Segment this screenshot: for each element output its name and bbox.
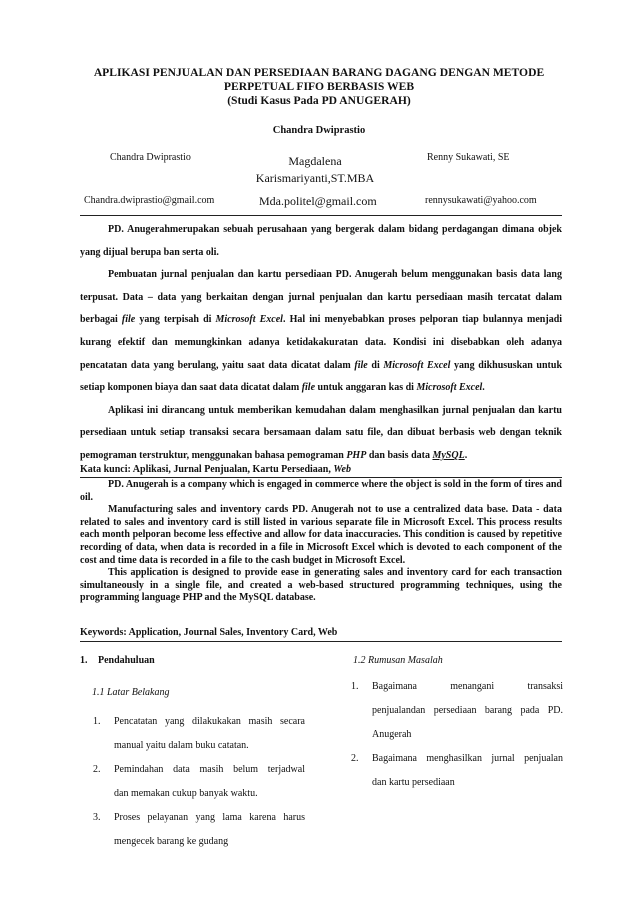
- list-item: 1. Bagaimana menangani transaksi penjualandan persediaan barang pada PD. Anugerah: [351, 681, 563, 740]
- divider: [80, 215, 562, 216]
- abstrak-paragraph-2: Pembuatan jurnal penjualan dan kartu persediaan PD. Anugerah belum menggunakan basis data lang terpusat. Data – data yang berkaitan dengan jurnal penjualan dan kartu persediaan masih tercatat dalam berbagai file yang terpisah di Microsoft Excel. Hal ini menyebabkan proses pelporan tiap bulannya menjadi kurang efektif dan memungkinkan adanya ketidakakuratan data. Kondisi ini disebabkan oleh adanya pencatatan data yang berulang, yaitu saat data dicatat dalam file di Microsoft Excel yang dikhususkan untuk setiap komponen biaya dan saat data dicatat dalam file untuk anggaran kas di Microsoft Excel.: [80, 269, 563, 394]
- abstrak-paragraph-3: Aplikasi ini dirancang untuk memberikan kemudahan dalam menghasilkan jurnal penjualan dan kartu persediaan untuk setiap transaksi secara bersamaan dalam satu file, dan dibuat berbasis web dengan teknik pemograman terstruktur, menggunakan bahasa pemograman PHP dan basis data MySQL.: [80, 404, 562, 461]
- divider: [80, 477, 562, 478]
- latar-belakang-list: [93, 710, 305, 854]
- abstract-paragraph-2: Manufacturing sales and inventory cards PD. Anugerah not to use a centralized data base. Data - data related to sales and inventory card is still listed in various separate file in Microsoft Excel. This process results each month pelporan become less effective and allow for data inaccuracies. This condition is caused by repetitive recording of data, when data is recorded in a file in Microsoft Excel which is devoted to each component of the cost and time data is recorded in a file to the cash budget in Microsoft Excel.: [80, 504, 562, 566]
- author-2-name-line1: Magdalena: [288, 154, 342, 168]
- main-author: Chandra Dwiprastio: [272, 125, 366, 136]
- section-1-1-heading: 1.1 Latar Belakang: [92, 687, 170, 698]
- abstrak-paragraph-1: PD. Anugerahmerupakan sebuah perusahaan yang bergerak dalam bidang perdagangan dimana objek yang dijual berupa ban serta oli.: [80, 224, 562, 258]
- abstrak: [80, 219, 562, 468]
- keywords: Keywords: Application, Journal Sales, Inventory Card, Web: [80, 627, 338, 638]
- title-line-2: PERPETUAL FIFO BERBASIS WEB: [223, 80, 415, 93]
- divider: [80, 641, 562, 642]
- author-2-email: Mda.politel@gmail.com: [259, 194, 377, 208]
- author-2-name: [240, 153, 390, 187]
- author-3-email: rennysukawati@yahoo.com: [425, 195, 537, 206]
- paper-title: [60, 66, 578, 108]
- title-line-3: (Studi Kasus Pada PD ANUGERAH): [227, 94, 411, 107]
- list-item: 3. Proses pelayanan yang lama karena harus mengecek barang ke gudang: [93, 812, 305, 847]
- author-1-name: Chandra Dwiprastio: [110, 152, 191, 163]
- list-item: 2. Pemindahan data masih belum terjadwal dan memakan cukup banyak waktu.: [93, 764, 305, 799]
- author-3-name: Renny Sukawati, SE: [427, 152, 510, 163]
- author-2-name-line2: Karismariyanti,ST.MBA: [255, 171, 375, 185]
- section-1-number: 1.: [80, 655, 88, 666]
- list-item: 2. Bagaimana menghasilkan jurnal penjualan dan kartu persediaan: [351, 753, 563, 788]
- title-line-1: APLIKASI PENJUALAN DAN PERSEDIAAN BARANG DAGANG DENGAN METODE: [93, 66, 545, 79]
- author-1-email: Chandra.dwiprastio@gmail.com: [84, 195, 215, 206]
- section-1-heading: Pendahuluan: [98, 655, 155, 666]
- abstract-english: [80, 479, 562, 605]
- kata-kunci: Kata kunci: Aplikasi, Jurnal Penjualan, Kartu Persediaan, Web: [80, 464, 351, 475]
- rumusan-masalah-list: [351, 675, 563, 795]
- section-1-2-heading: 1.2 Rumusan Masalah: [353, 655, 443, 666]
- abstract-paragraph-1: PD. Anugerah is a company which is engaged in commerce where the object is sold in the form of tires and oil.: [80, 479, 562, 503]
- list-item: 1. Pencatatan yang dilakukakan masih secara manual yaitu dalam buku catatan.: [93, 716, 305, 751]
- abstract-paragraph-3: This application is designed to provide ease in generating sales and inventory card for each transaction simultaneously in a single file, and created a web-based structured programming techniques, using the programming language PHP and the MySQL database.: [80, 567, 562, 604]
